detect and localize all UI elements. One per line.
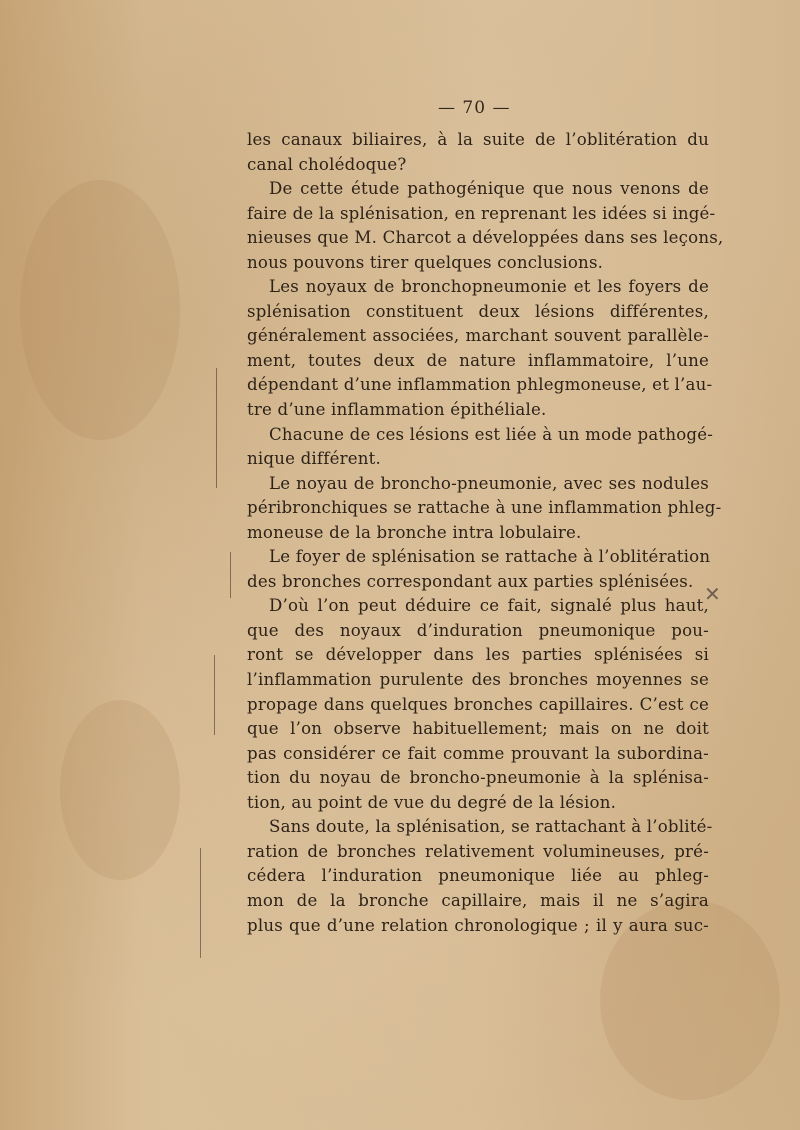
text-line: Le foyer de splénisation se rattache à l’oblitération <box>269 547 711 567</box>
text-line: ront se développer dans les parties splénisées si <box>247 645 709 665</box>
paper-stain <box>20 180 180 440</box>
pencil-x-mark: ✕ <box>704 582 721 606</box>
text-line: splénisation constituent deux lésions différentes, <box>247 301 709 321</box>
text-line: mon de la bronche capillaire, mais il ne s’agira <box>247 890 709 910</box>
text-line: l’inflammation purulente des bronches moyennes se <box>247 670 709 690</box>
text-line: que des noyaux d’induration pneumonique pou- <box>247 620 709 640</box>
text-line: Les noyaux de bronchopneumonie et les foyers de <box>269 277 709 297</box>
margin-pencil-line <box>200 848 201 958</box>
body-text <box>247 128 724 938</box>
text-line: faire de la splénisation, en reprenant les idées si ingé- <box>247 203 716 223</box>
paper-stain <box>60 700 180 880</box>
text-line: nique différent. <box>247 449 382 469</box>
text-line: des bronches correspondant aux parties splénisées. <box>247 571 694 591</box>
text-line: plus que d’une relation chronologique ; il y aura suc- <box>247 915 709 935</box>
text-line: tre d’une inflammation épithéliale. <box>247 400 547 420</box>
text-line: Sans doute, la splénisation, se rattachant à l’oblité- <box>269 817 713 837</box>
text-line: canal cholédoque? <box>247 154 407 174</box>
text-line: les canaux biliaires, à la suite de l’oblitération du <box>247 130 709 149</box>
text-line: moneuse de la bronche intra lobulaire. <box>247 522 582 542</box>
text-line: cédera l’induration pneumonique liée au phleg- <box>247 866 709 886</box>
margin-pencil-line <box>214 655 215 735</box>
text-line: que l’on observe habituellement; mais on ne doit <box>247 719 709 739</box>
text-line: Le noyau de broncho-pneumonie, avec ses nodules <box>269 473 709 493</box>
text-line: ration de bronches relativement volumineuses, pré- <box>247 841 709 861</box>
text-line: nieuses que M. Charcot a développées dans ses leçons, <box>247 228 724 248</box>
text-line: tion du noyau de broncho-pneumonie à la splénisa- <box>247 768 709 788</box>
margin-pencil-line <box>230 552 231 598</box>
text-line: nous pouvons tirer quelques conclusions. <box>247 252 604 272</box>
text-line: Chacune de ces lésions est liée à un mode pathogé- <box>269 424 714 444</box>
text-line: pas considérer ce fait comme prouvant la subordina- <box>247 743 709 763</box>
text-line: propage dans quelques bronches capillaires. C’est ce <box>247 694 709 714</box>
text-line: D’où l’on peut déduire ce fait, signalé plus haut, <box>269 596 709 616</box>
page-number: — 70 — <box>438 98 511 118</box>
text-line: généralement associées, marchant souvent parallèle- <box>247 326 709 346</box>
text-line: dépendant d’une inflammation phlegmoneuse, et l’au- <box>247 375 713 395</box>
text-line: tion, au point de vue du degré de la lésion. <box>247 792 617 812</box>
text-line: ment, toutes deux de nature inflammatoire, l’une <box>247 350 709 370</box>
margin-pencil-line <box>216 368 217 488</box>
text-line: De cette étude pathogénique que nous venons de <box>269 179 709 199</box>
text-line: péribronchiques se rattache à une inflammation phleg- <box>247 498 722 518</box>
